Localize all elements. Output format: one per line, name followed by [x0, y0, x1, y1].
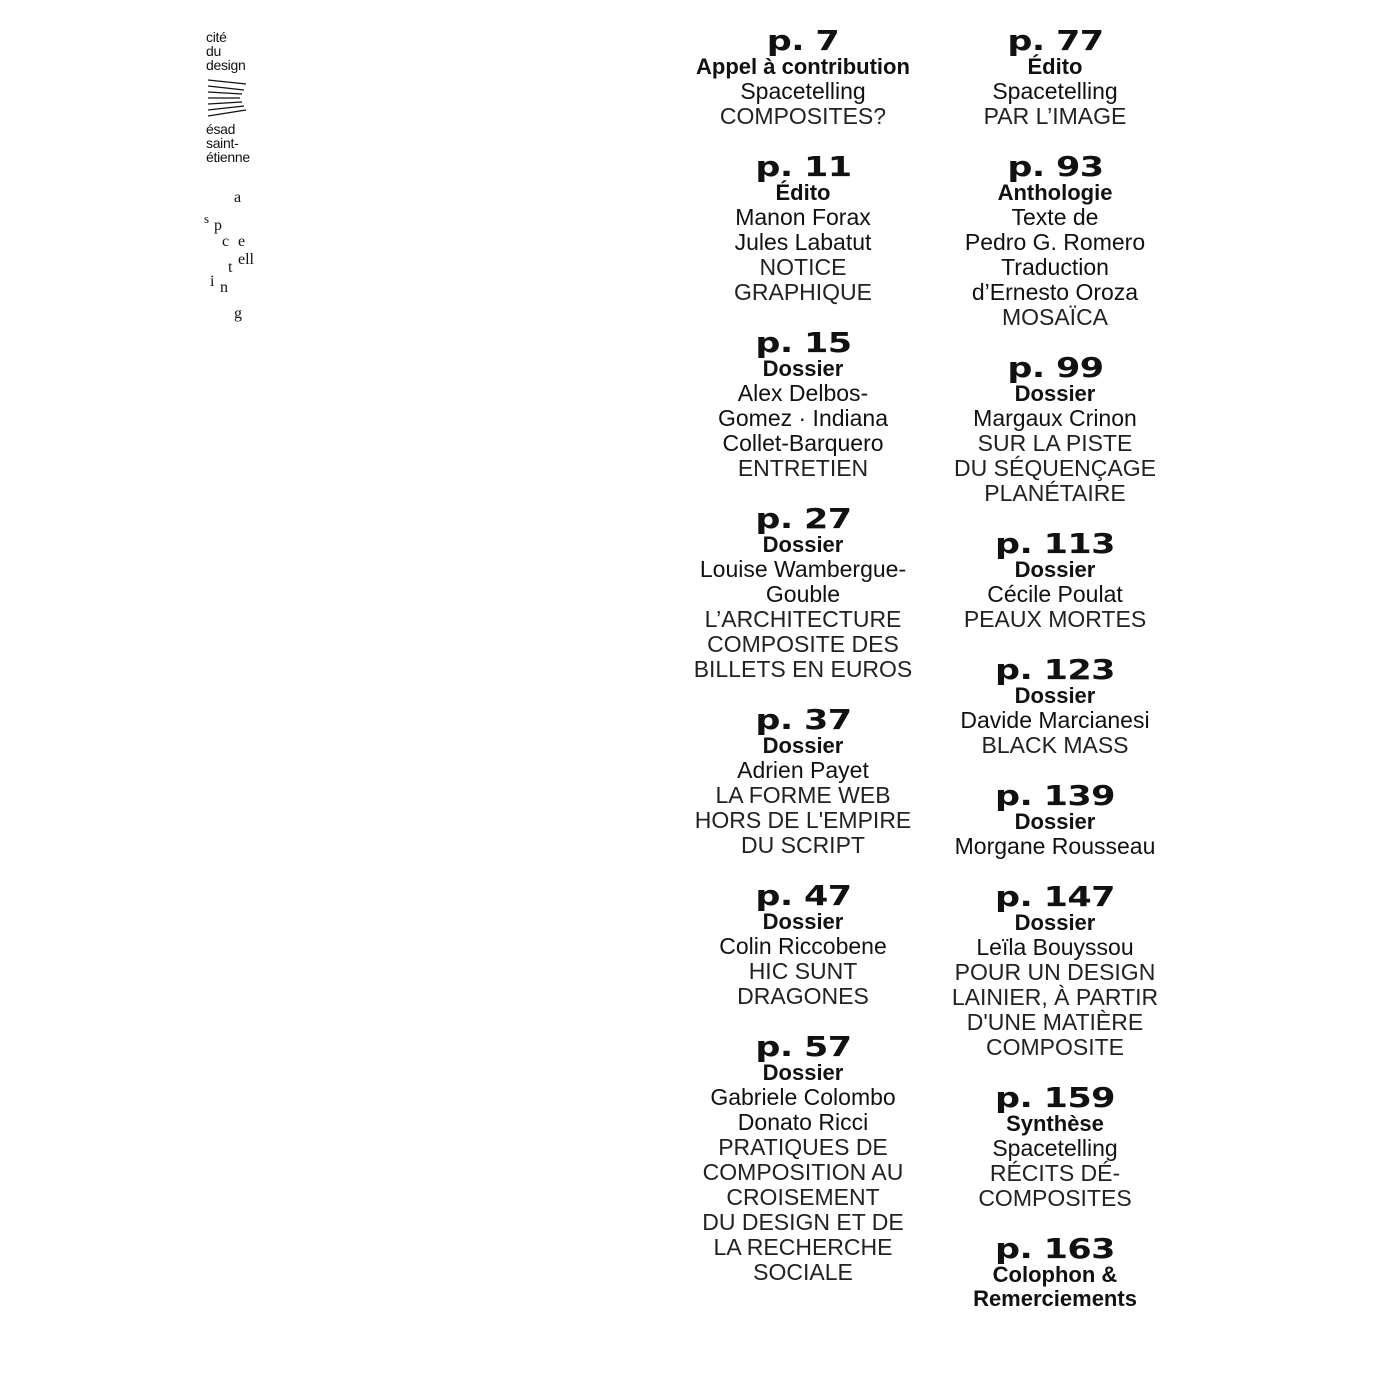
- article-title: PRATIQUES DE: [718, 1134, 888, 1160]
- article-title: COMPOSITES?: [719, 103, 887, 129]
- toc-entry: [680, 150, 926, 305]
- article-title-block: [680, 104, 926, 129]
- article-title: D'UNE MATIÈRE: [966, 1009, 1144, 1035]
- section-label-block: [680, 55, 926, 79]
- article-title: BLACK MASS: [981, 732, 1129, 758]
- section-label: Dossier: [762, 356, 844, 381]
- page-number-row: [680, 1030, 926, 1063]
- author-name-block: [680, 205, 926, 255]
- page-number-row: [935, 150, 1175, 183]
- section-label-block: [935, 382, 1175, 406]
- page-number: p. 163: [995, 1232, 1115, 1265]
- author-name: Gouble: [765, 581, 841, 607]
- title-letter: t: [228, 259, 233, 276]
- author-name-block: [680, 381, 926, 456]
- author-name: Spacetelling: [740, 78, 866, 104]
- toc-entry: [680, 703, 926, 858]
- logo-line: design: [206, 57, 246, 73]
- author-name: Colin Riccobene: [719, 933, 887, 959]
- section-label-block: [680, 357, 926, 381]
- article-title: DU SCRIPT: [741, 832, 865, 858]
- author-name: Louise Wambergue-: [699, 556, 907, 582]
- author-name-block: [935, 834, 1175, 859]
- title-letter: c: [222, 233, 230, 250]
- toc-entry: [680, 1030, 926, 1285]
- author-name: Donato Ricci: [737, 1109, 869, 1135]
- article-title: DRAGONES: [737, 983, 869, 1009]
- article-title-block: [680, 783, 926, 858]
- section-label: Dossier: [1014, 381, 1096, 406]
- page-number: p. 27: [754, 502, 852, 535]
- author-name-block: [680, 758, 926, 783]
- page-number-row: [935, 880, 1175, 913]
- article-title: GRAPHIQUE: [733, 279, 873, 305]
- article-title: COMPOSITES: [978, 1185, 1132, 1211]
- toc-entry: [935, 351, 1175, 506]
- section-label: Dossier: [1014, 557, 1096, 582]
- article-title: LA FORME WEB: [715, 782, 891, 808]
- author-name-block: [680, 557, 926, 607]
- section-label-block: [935, 558, 1175, 582]
- section-label: Colophon &: [992, 1262, 1118, 1287]
- page-number-row: [935, 1081, 1175, 1114]
- author-name: Pedro G. Romero: [964, 229, 1146, 255]
- section-label: Dossier: [1014, 809, 1096, 834]
- page-number: p. 159: [995, 1081, 1115, 1114]
- section-label: Dossier: [762, 733, 844, 758]
- section-label: Appel à contribution: [696, 54, 910, 79]
- section-label: Dossier: [1014, 683, 1096, 708]
- page-number-row: [935, 779, 1175, 812]
- author-name-block: [935, 708, 1175, 733]
- section-label-block: [935, 1112, 1175, 1136]
- article-title: DU SÉQUENÇAGE: [954, 455, 1156, 481]
- article-title-block: [935, 305, 1175, 330]
- article-title-block: [935, 104, 1175, 129]
- author-name: Margaux Crinon: [973, 405, 1137, 431]
- article-title-block: [680, 1135, 926, 1285]
- author-name-block: [935, 406, 1175, 431]
- article-title: HORS DE L'EMPIRE: [694, 807, 912, 833]
- logo: [206, 30, 250, 164]
- logo-line: cité: [206, 29, 227, 45]
- article-title: RÉCITS DÉ-: [989, 1160, 1121, 1186]
- section-label: Dossier: [762, 1060, 844, 1085]
- author-name: Jules Labatut: [734, 229, 872, 255]
- page-number-row: [935, 653, 1175, 686]
- section-label-block: [680, 734, 926, 758]
- section-label: Édito: [1027, 54, 1083, 79]
- page-number: p. 99: [1006, 351, 1104, 384]
- page-number: p. 77: [1006, 24, 1104, 57]
- section-label: Remerciements: [973, 1286, 1137, 1311]
- logo-line: saint-: [206, 135, 239, 151]
- author-name: Davide Marcianesi: [960, 707, 1150, 733]
- author-name-block: [935, 1136, 1175, 1161]
- title-letter: ell: [238, 251, 254, 268]
- article-title-block: [935, 733, 1175, 758]
- section-label: Dossier: [762, 909, 844, 934]
- page-number-row: [680, 879, 926, 912]
- article-title: ENTRETIEN: [737, 455, 869, 481]
- article-title: SOCIALE: [753, 1259, 853, 1285]
- author-name-block: [680, 79, 926, 104]
- author-name: Cécile Poulat: [987, 581, 1123, 607]
- toc-entry: [935, 527, 1175, 632]
- page-number-row: [935, 527, 1175, 560]
- title-letter: n: [220, 279, 228, 296]
- article-title: PAR L’IMAGE: [983, 103, 1127, 129]
- article-title-block: [680, 255, 926, 305]
- article-title-block: [935, 607, 1175, 632]
- section-label: Synthèse: [1006, 1111, 1104, 1136]
- section-label-block: [935, 181, 1175, 205]
- page-number-row: [680, 703, 926, 736]
- toc-entry: [680, 326, 926, 481]
- page-number: p. 57: [754, 1030, 852, 1063]
- author-name-block: [935, 205, 1175, 305]
- section-label-block: [680, 533, 926, 557]
- section-label-block: [935, 911, 1175, 935]
- article-title: BILLETS EN EUROS: [693, 656, 913, 682]
- author-name-block: [935, 79, 1175, 104]
- section-label-block: [680, 1061, 926, 1085]
- author-name: Alex Delbos-: [737, 380, 869, 406]
- toc-entry: [680, 502, 926, 682]
- author-name: Gabriele Colombo: [710, 1084, 896, 1110]
- article-title: SUR LA PISTE: [977, 430, 1133, 456]
- article-title: COMPOSITE: [985, 1034, 1124, 1060]
- page-number-row: [680, 502, 926, 535]
- section-label-block: [935, 810, 1175, 834]
- author-name: Collet-Barquero: [722, 430, 884, 456]
- toc-entry: [935, 779, 1175, 859]
- article-title-block: [935, 431, 1175, 506]
- page-number-row: [680, 24, 926, 57]
- section-label: Anthologie: [997, 180, 1113, 205]
- article-title-block: [935, 960, 1175, 1060]
- article-title: COMPOSITION AU: [702, 1159, 904, 1185]
- author-name: Spacetelling: [992, 78, 1118, 104]
- page-number-row: [680, 326, 926, 359]
- article-title-block: [680, 456, 926, 481]
- section-label: Dossier: [1014, 910, 1096, 935]
- article-title: LAINIER, À PARTIR: [951, 984, 1159, 1010]
- page-number: p. 139: [995, 779, 1115, 812]
- article-title: POUR UN DESIGN: [954, 959, 1156, 985]
- title-letter: e: [238, 233, 246, 250]
- toc-entry: [680, 24, 926, 129]
- title-letter: a: [234, 189, 242, 206]
- toc-entry: [935, 653, 1175, 758]
- logo-line: étienne: [206, 149, 250, 165]
- page-number: p. 11: [754, 150, 852, 183]
- author-name: Texte de: [1011, 204, 1099, 230]
- toc-entry: [935, 1081, 1175, 1211]
- article-title: L’ARCHITECTURE: [704, 606, 902, 632]
- toc-entry: [935, 24, 1175, 129]
- section-label: Dossier: [762, 532, 844, 557]
- toc-entry: [935, 150, 1175, 330]
- page-number: p. 123: [995, 653, 1115, 686]
- page-number-row: [680, 150, 926, 183]
- title-letter: g: [234, 305, 242, 322]
- toc-entry: [680, 879, 926, 1009]
- page-number: p. 47: [754, 879, 852, 912]
- section-label: Édito: [775, 180, 831, 205]
- article-title: LA RECHERCHE: [713, 1234, 893, 1260]
- article-title: CROISEMENT: [726, 1184, 880, 1210]
- author-name-block: [680, 934, 926, 959]
- page-number: p. 37: [754, 703, 852, 736]
- article-title: PLANÉTAIRE: [984, 480, 1126, 506]
- table-of-contents-left: [680, 24, 926, 1310]
- page-number-row: [935, 1232, 1175, 1265]
- page-number: p. 147: [995, 880, 1115, 913]
- article-title: HIC SUNT: [748, 958, 858, 984]
- title-letter: p: [214, 217, 222, 234]
- article-title-block: [680, 959, 926, 1009]
- page-number: p. 7: [766, 24, 840, 57]
- rays-logo-icon: [206, 78, 250, 118]
- section-label-block: [935, 55, 1175, 79]
- author-name: Morgane Rousseau: [954, 833, 1156, 859]
- article-title-block: [680, 607, 926, 682]
- logo-line: du: [206, 43, 221, 59]
- page-number: p. 93: [1006, 150, 1104, 183]
- article-title: PEAUX MORTES: [963, 606, 1147, 632]
- section-label-block: [935, 684, 1175, 708]
- page-number-row: [935, 24, 1175, 57]
- toc-entry: [935, 1232, 1175, 1311]
- article-title: MOSAÏCA: [1001, 304, 1109, 330]
- section-label-block: [680, 181, 926, 205]
- section-label-block: [935, 1263, 1175, 1311]
- section-label-block: [680, 910, 926, 934]
- author-name: Traduction: [1001, 254, 1109, 280]
- author-name: Manon Forax: [735, 204, 871, 230]
- page-number-row: [935, 351, 1175, 384]
- article-title: COMPOSITE DES: [707, 631, 899, 657]
- author-name: Gomez · Indiana: [717, 405, 889, 431]
- title-letter: s: [204, 211, 210, 226]
- author-name-block: [935, 582, 1175, 607]
- page-number: p. 113: [995, 527, 1115, 560]
- title-letter: i: [210, 273, 215, 290]
- article-title: DU DESIGN ET DE: [702, 1209, 904, 1235]
- author-name-block: [935, 935, 1175, 960]
- spacetelling-title: [200, 185, 280, 335]
- author-name: Spacetelling: [992, 1135, 1118, 1161]
- author-name-block: [680, 1085, 926, 1135]
- article-title-block: [935, 1161, 1175, 1211]
- author-name: d’Ernesto Oroza: [971, 279, 1139, 305]
- logo-line: ésad: [206, 121, 236, 137]
- toc-entry: [935, 880, 1175, 1060]
- article-title: NOTICE: [759, 254, 847, 280]
- page-number: p. 15: [754, 326, 852, 359]
- author-name: Adrien Payet: [737, 757, 869, 783]
- table-of-contents-right: [935, 24, 1175, 1336]
- author-name: Leïla Bouyssou: [976, 934, 1134, 960]
